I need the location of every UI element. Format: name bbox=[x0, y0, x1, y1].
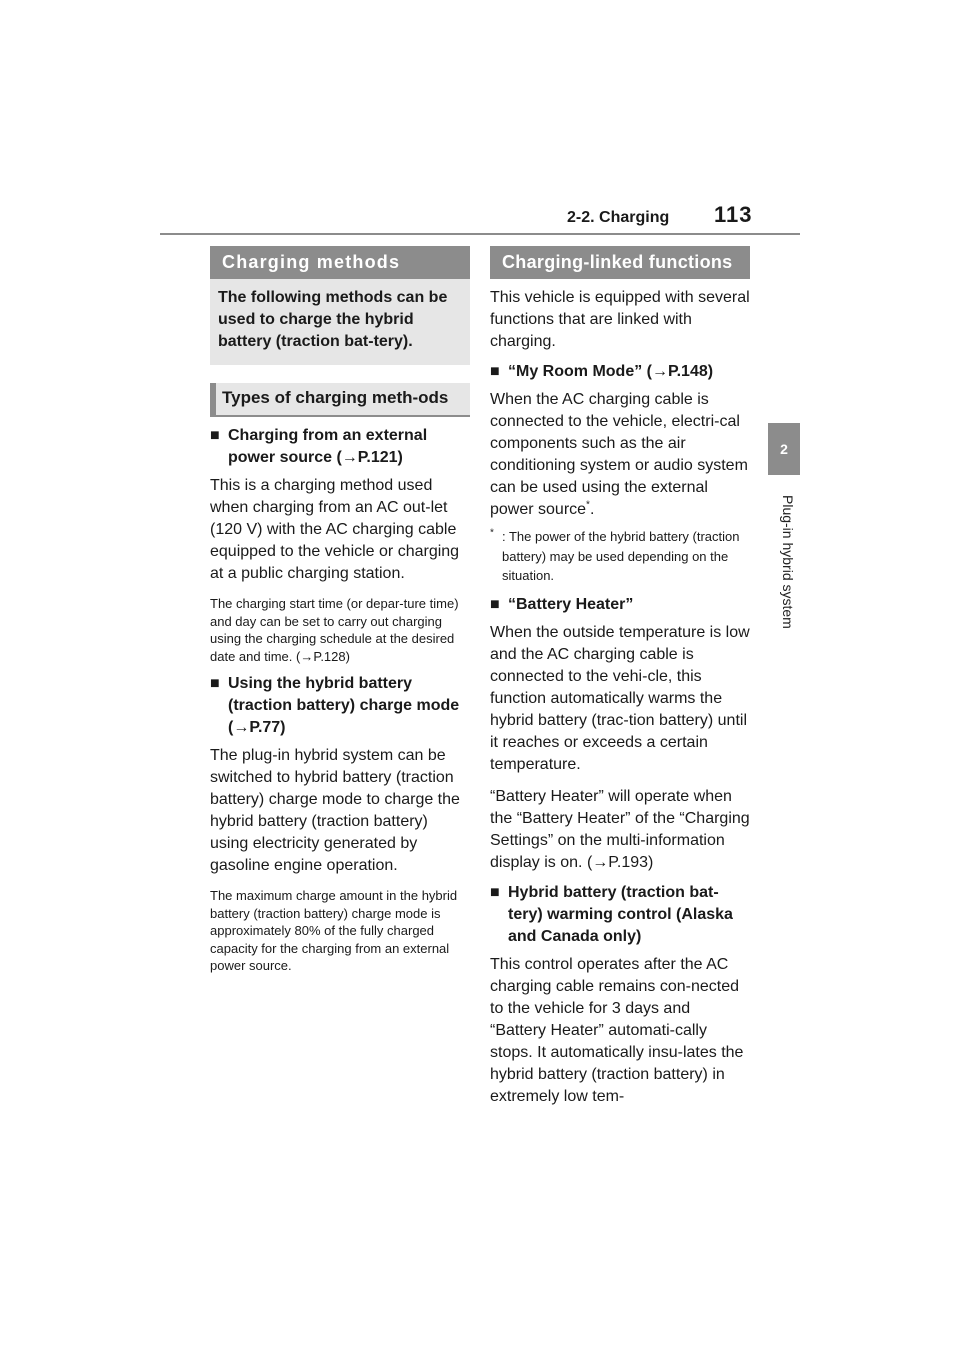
item-body: When the AC charging cable is connected to the vehicle, electri-cal components such as the air conditioning system or audio system can be used using the external power source*. bbox=[490, 391, 748, 518]
section-title-charging-linked: Charging-linked functions bbox=[490, 246, 750, 279]
item-heading: ■ Using the hybrid battery (traction battery) charge mode (→P.77) bbox=[210, 673, 470, 739]
chapter-label: Plug-in hybrid system bbox=[780, 495, 796, 629]
footnote-marker: * bbox=[586, 499, 590, 511]
chapter-tab: 2 bbox=[768, 423, 800, 475]
item-heading: ■ Charging from an external power source (→P.121) bbox=[210, 425, 470, 469]
square-bullet-icon: ■ bbox=[490, 363, 500, 380]
right-column bbox=[490, 246, 750, 1108]
page-number: 113 bbox=[714, 202, 753, 227]
item-body: This control operates after the AC charging cable remains con-nected to the vehicle for 3 days and “Battery Heater” automati-cally stops. It automatically insu-lates the hybrid battery (traction battery) in extremely low tem- bbox=[490, 955, 744, 1105]
left-column bbox=[210, 246, 470, 975]
square-bullet-icon: ■ bbox=[490, 595, 500, 613]
item-body: The plug-in hybrid system can be switched to hybrid battery (traction battery) charge mode to charge the hybrid battery (traction battery) using electricity generated by gasoline engine operation. bbox=[210, 747, 460, 874]
section-label: 2-2. Charging bbox=[567, 209, 670, 226]
square-bullet-icon: ■ bbox=[210, 675, 220, 692]
square-bullet-icon: ■ bbox=[210, 427, 220, 444]
section-title-charging-methods: Charging methods bbox=[210, 246, 470, 279]
item-note: The charging start time (or depar-ture time) and day can be set to carry out charging using the charging schedule at the desired date and time. (→P.128) bbox=[210, 596, 459, 664]
square-bullet-icon: ■ bbox=[490, 883, 500, 901]
item-body: When the outside temperature is low and the AC charging cable is connected to the vehi-cle, this function automatically warms the hybrid battery (trac-tion battery) until it reaches or exceeds a certain temperature. bbox=[490, 623, 750, 773]
item-body: “Battery Heater” will operate when the “Battery Heater” of the “Charging Settings” on the multi-information display is on. (→P.193) bbox=[490, 787, 750, 871]
item-heading: ■ “Battery Heater” bbox=[490, 594, 750, 616]
footnote: * : The power of the hybrid battery (traction battery) may be used depending on the situation. bbox=[490, 527, 740, 583]
intro-text: This vehicle is equipped with several functions that are linked with charging. bbox=[490, 289, 750, 350]
item-heading: ■ Hybrid battery (traction bat-tery) warming control (Alaska and Canada only) bbox=[490, 882, 750, 948]
item-heading: ■ “My Room Mode” (→P.148) bbox=[490, 361, 750, 383]
subsection-title-types: Types of charging meth-ods bbox=[210, 383, 470, 417]
item-body: This is a charging method used when charging from an AC out-let (120 V) with the AC charging cable equipped to the vehicle or charging at a public charging station. bbox=[210, 477, 460, 582]
header-divider bbox=[160, 233, 800, 235]
item-note: The maximum charge amount in the hybrid battery (traction battery) charge mode is approximately 80% of the fully charged capacity for the charging from an external power source. bbox=[210, 888, 458, 973]
intro-box: The following methods can be used to charge the hybrid battery (traction bat-tery). bbox=[210, 279, 470, 365]
